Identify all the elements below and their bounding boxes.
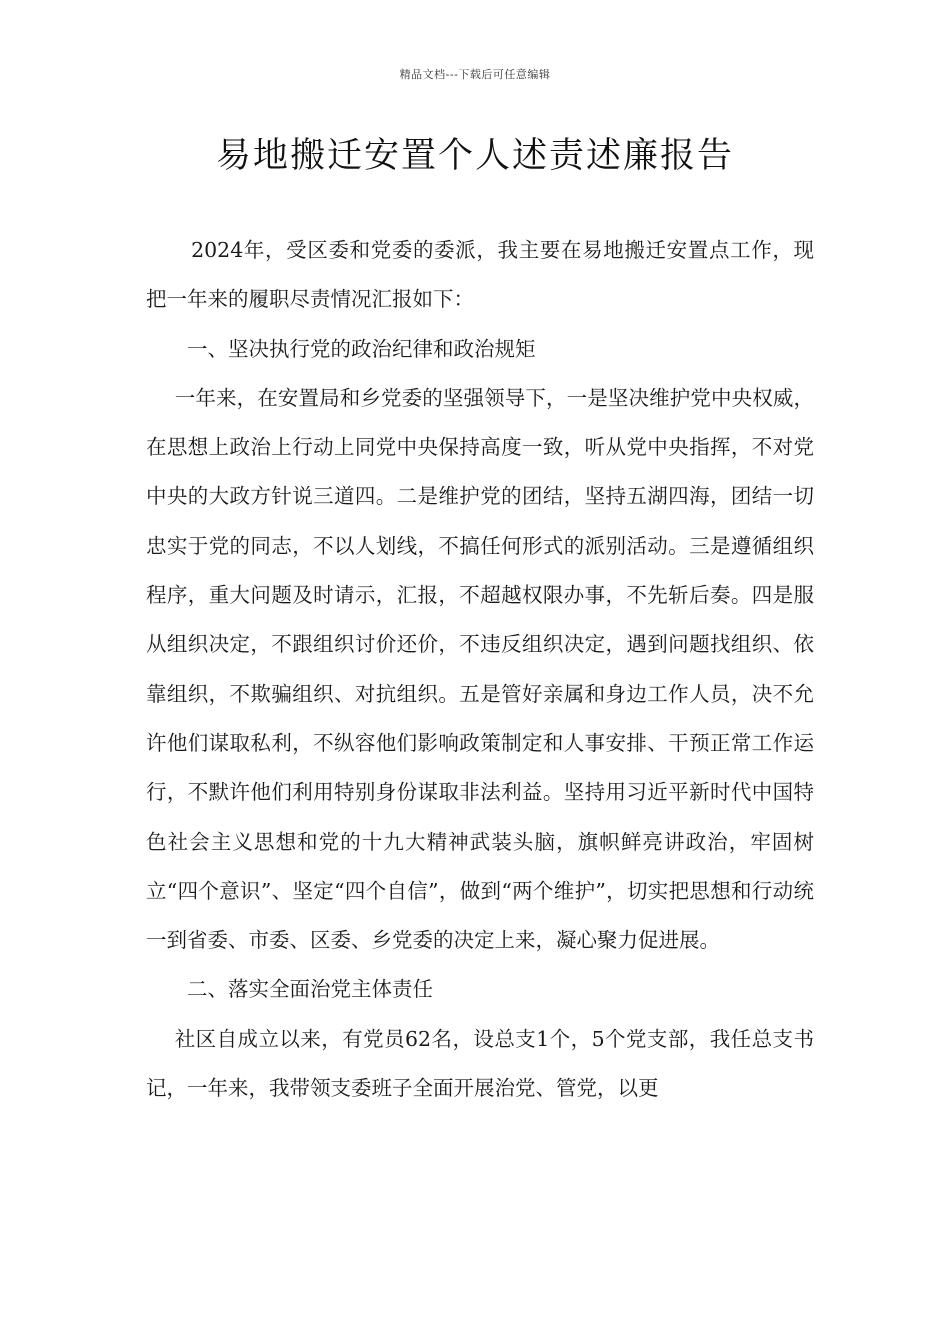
paragraph-intro: 2024年，受区委和党委的委派，我主要在易地搬迁安置点工作，现把一年来的履职尽责情况汇报如下：	[146, 238, 814, 312]
paragraph-section-1: 一年来，在安置局和乡党委的坚强领导下，一是坚决维护党中央权威，在思想上政治上行动上同党中央保持高度一致，听从党中央指挥，不对党中央的大政方针说三道四。二是维护党的团结，坚持五湖四海，团结一切忠实于党的同志，不以人划线，不搞任何形式的派别活动。三是遵循组织程序，重大问题及时请示，汇报，不超越权限办事，不先斩后奏。四是服从组织决定，不跟组织讨价还价，不违反组织决定，遇到问题找组织、依靠组织，不欺骗组织、对抗组织。五是管好亲属和身边工作人员，决不允许他们谋取私利，不纵容他们影响政策制定和人事安排、干预正常工作运行，不默许他们利用特别身份谋取非法利益。坚持用习近平新时代中国特色社会主义思想和党的十九大精神武装头脑，旗帜鲜亮讲政治，牢固树立“四个意识”、坚定“四个自信”，做到“两个维护”，切实把思想和行动统一到省委、市委、区委、乡党委的决定上来，凝心聚力促进展。	[146, 385, 814, 953]
document-body	[146, 226, 814, 1113]
document-title: 易地搬迁安置个人述责述廉报告	[215, 136, 734, 176]
header-note: 精品文档---下载后可任意编辑	[399, 68, 551, 81]
paragraph-section-2: 社区自成立以来，有党员62名，设总支1个，5个党支部，我任总支书记，一年来，我带领支委班子全面开展治党、管党，以更	[146, 1026, 814, 1101]
section-heading-1: 一、坚决执行党的政治纪律和政治规矩	[187, 336, 536, 361]
section-heading-2: 二、落实全面治党主体责任	[187, 977, 433, 1002]
